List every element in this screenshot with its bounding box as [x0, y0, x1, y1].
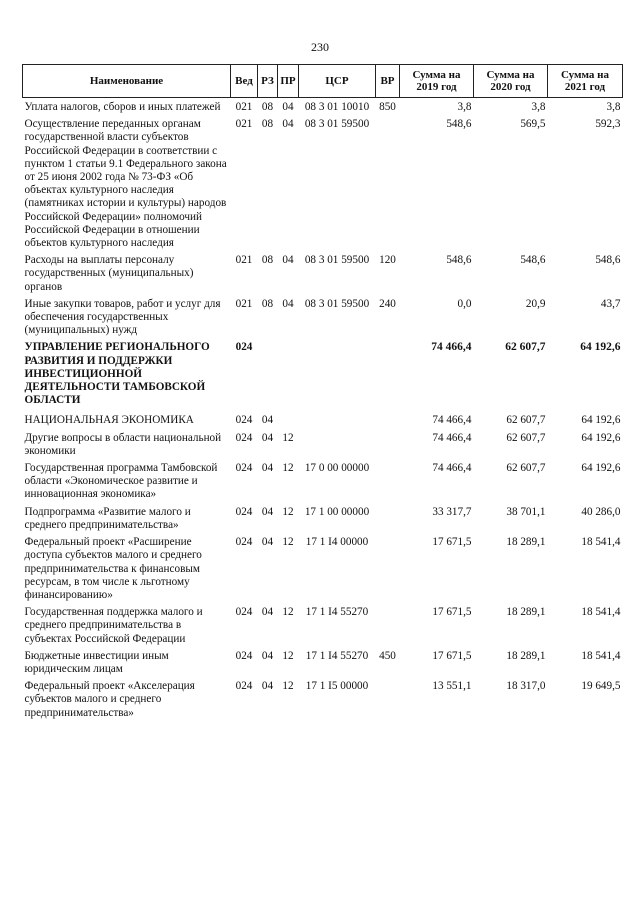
table-row	[23, 98, 623, 115]
row-sum-2021: 548,6	[595, 254, 621, 267]
row-sum-2019: 0,0	[457, 297, 472, 310]
row-ved: 024	[235, 536, 253, 549]
row-sum-2020: 38 701,1	[506, 505, 546, 518]
table-row	[23, 114, 623, 250]
row-rz: 04	[261, 606, 274, 619]
header-name: Наименование	[23, 65, 231, 98]
row-sum-2019: 13 551,1	[432, 680, 472, 693]
row-vr	[376, 532, 400, 602]
row-ved: 024	[235, 462, 253, 475]
row-pr: 12	[282, 505, 294, 518]
row-sum-2020: 18 317,0	[506, 680, 546, 693]
row-rz: 04	[261, 431, 274, 444]
row-sum-2021: 43,7	[600, 297, 621, 310]
row-rz: 04	[261, 680, 274, 693]
row-csr	[299, 337, 376, 410]
row-ved: 024	[235, 680, 253, 693]
row-vr	[376, 337, 400, 410]
row-rz	[258, 337, 278, 410]
row-name: НАЦИОНАЛЬНАЯ ЭКОНОМИКА	[24, 414, 194, 427]
page-number: 230	[311, 40, 329, 54]
row-name: Федеральный проект «Расширение доступа субъектов малого и среднего предпринимательства к финансовым ресурсам, в том числе к льготному финансированию»	[24, 536, 202, 601]
row-sum-2020: 18 289,1	[506, 606, 546, 619]
row-ved: 021	[235, 101, 253, 113]
row-pr: 04	[282, 254, 294, 267]
row-ved: 024	[235, 606, 253, 619]
row-sum-2019: 17 671,5	[432, 649, 472, 662]
row-csr: 17 1 00 00000	[304, 505, 370, 518]
table-body	[23, 98, 623, 720]
row-vr	[376, 602, 400, 646]
row-sum-2021: 40 286,0	[581, 505, 621, 518]
row-rz: 04	[261, 462, 274, 475]
budget-table	[22, 64, 623, 720]
header-sum-2020: Сумма на 2020 год	[474, 65, 548, 98]
row-pr: 12	[282, 606, 294, 619]
row-ved: 021	[235, 118, 253, 131]
row-name: Иные закупки товаров, работ и услуг для обеспечения государственных (муниципальных) нужд	[24, 297, 221, 337]
row-ved: 024	[235, 341, 253, 354]
table-row	[23, 250, 623, 294]
row-name: Подпрограмма «Развитие малого и среднего предпринимательства»	[24, 505, 191, 531]
row-sum-2021: 18 541,4	[581, 649, 621, 662]
table-row	[23, 428, 623, 458]
table-header-row	[23, 65, 623, 98]
row-ved: 021	[235, 254, 253, 267]
row-csr: 08 3 01 10010	[304, 101, 370, 113]
row-sum-2021: 64 192,6	[581, 431, 621, 444]
row-sum-2021: 18 541,4	[581, 536, 621, 549]
row-vr: 120	[379, 254, 396, 267]
row-csr: 08 3 01 59500	[304, 297, 370, 310]
row-ved: 024	[235, 431, 253, 444]
row-ved: 024	[235, 649, 253, 662]
row-sum-2019: 17 671,5	[432, 606, 472, 619]
table-row	[23, 602, 623, 646]
row-rz: 04	[261, 649, 274, 662]
row-rz: 04	[261, 536, 274, 549]
row-sum-2020: 62 607,7	[505, 341, 546, 354]
row-sum-2021: 64 192,6	[580, 341, 621, 354]
row-pr: 12	[282, 462, 294, 475]
row-csr: 17 1 I5 00000	[305, 680, 369, 693]
row-ved: 024	[235, 505, 253, 518]
row-sum-2019: 17 671,5	[432, 536, 472, 549]
row-name: Другие вопросы в области национальной экономики	[24, 431, 222, 457]
row-csr: 17 0 00 00000	[304, 462, 370, 475]
row-sum-2021: 64 192,6	[581, 414, 621, 427]
row-sum-2019: 74 466,4	[432, 462, 472, 475]
row-sum-2019: 3,8	[457, 101, 472, 113]
row-name: УПРАВЛЕНИЕ РЕГИОНАЛЬНОГО РАЗВИТИЯ И ПОДДЕРЖКИ ИНВЕСТИЦИОННОЙ ДЕЯТЕЛЬНОСТИ ТАМБОВСКОЙ ОБЛАСТИ	[24, 341, 210, 407]
row-sum-2019: 548,6	[446, 118, 472, 131]
row-csr: 17 1 I4 55270	[305, 649, 369, 662]
row-rz: 08	[261, 297, 274, 310]
row-vr: 850	[379, 101, 396, 113]
table-row	[23, 646, 623, 676]
row-csr: 08 3 01 59500	[304, 254, 370, 267]
row-sum-2020: 18 289,1	[506, 536, 546, 549]
row-sum-2020: 3,8	[531, 101, 546, 113]
row-rz: 04	[261, 505, 274, 518]
row-vr	[376, 676, 400, 720]
table-row	[23, 676, 623, 720]
row-sum-2021: 592,3	[595, 118, 621, 131]
row-rz: 08	[261, 118, 274, 131]
header-ved: Вед	[231, 65, 258, 98]
row-name: Федеральный проект «Акселерация субъектов малого и среднего предпринимательства»	[24, 680, 195, 719]
row-sum-2020: 62 607,7	[506, 462, 546, 475]
row-pr: 04	[282, 118, 294, 131]
header-sum-2021: Сумма на 2021 год	[548, 65, 623, 98]
row-name: Бюджетные инвестиции иным юридическим лицам	[24, 649, 169, 675]
header-sum-2019: Сумма на 2019 год	[400, 65, 474, 98]
row-csr	[299, 428, 376, 458]
row-sum-2020: 20,9	[525, 297, 546, 310]
row-rz: 08	[261, 101, 274, 113]
table-row	[23, 337, 623, 410]
row-rz: 08	[261, 254, 274, 267]
row-ved: 021	[235, 297, 253, 310]
header-pr: ПР	[278, 65, 299, 98]
row-vr: 240	[379, 297, 396, 310]
table-row	[23, 410, 623, 427]
row-sum-2019: 74 466,4	[432, 431, 472, 444]
row-sum-2021: 18 541,4	[581, 606, 621, 619]
table-row	[23, 532, 623, 602]
row-vr: 450	[379, 649, 396, 662]
table-row	[23, 502, 623, 532]
table-row	[23, 294, 623, 338]
header-vr: ВР	[376, 65, 400, 98]
row-sum-2019: 548,6	[446, 254, 472, 267]
row-name: Расходы на выплаты персоналу государственных (муниципальных) органов	[24, 254, 194, 293]
row-pr: 04	[282, 101, 294, 113]
row-vr	[376, 458, 400, 502]
row-ved: 024	[235, 414, 253, 427]
row-sum-2019: 74 466,4	[432, 414, 472, 427]
row-csr	[299, 410, 376, 427]
row-csr: 08 3 01 59500	[304, 118, 370, 131]
row-sum-2019: 74 466,4	[431, 341, 472, 354]
row-vr	[376, 428, 400, 458]
row-sum-2021: 3,8	[606, 101, 621, 113]
row-vr	[376, 114, 400, 250]
row-pr: 12	[282, 431, 294, 444]
row-vr	[376, 502, 400, 532]
row-pr	[278, 410, 299, 427]
header-rz: РЗ	[258, 65, 278, 98]
row-sum-2020: 62 607,7	[506, 431, 546, 444]
row-pr: 04	[282, 297, 294, 310]
row-sum-2019: 33 317,7	[432, 505, 472, 518]
row-pr: 12	[282, 649, 294, 662]
row-sum-2020: 62 607,7	[506, 414, 546, 427]
row-pr: 12	[282, 536, 294, 549]
row-name: Осуществление переданных органам государственной власти субъектов Российской Федерации в соответствии с пунктом 1 статьи 9.1 Федерального закона от 25 июня 2002 года № 73-ФЗ «Об объектах культурного наследия (памятниках истории и культуры) народов Российской Федерации» полномочий Российской Федерации в отношении объектов культурного наследия	[24, 118, 227, 250]
row-sum-2020: 569,5	[520, 118, 546, 131]
row-sum-2020: 18 289,1	[506, 649, 546, 662]
row-csr: 17 1 I4 55270	[305, 606, 369, 619]
header-csr: ЦСР	[299, 65, 376, 98]
row-sum-2021: 64 192,6	[581, 462, 621, 475]
row-vr	[376, 410, 400, 427]
row-name: Государственная программа Тамбовской области «Экономическое развитие и инновационная экономика»	[24, 462, 218, 501]
row-name: Государственная поддержка малого и среднего предпринимательства в субъектах Российской Федерации	[24, 606, 203, 645]
row-pr	[278, 337, 299, 410]
row-csr: 17 1 I4 00000	[305, 536, 369, 549]
row-name: Уплата налогов, сборов и иных платежей	[24, 101, 221, 113]
row-pr: 12	[282, 680, 294, 693]
row-sum-2020: 548,6	[520, 254, 546, 267]
row-sum-2021: 19 649,5	[581, 680, 621, 693]
table-row	[23, 458, 623, 502]
row-rz: 04	[261, 414, 274, 427]
